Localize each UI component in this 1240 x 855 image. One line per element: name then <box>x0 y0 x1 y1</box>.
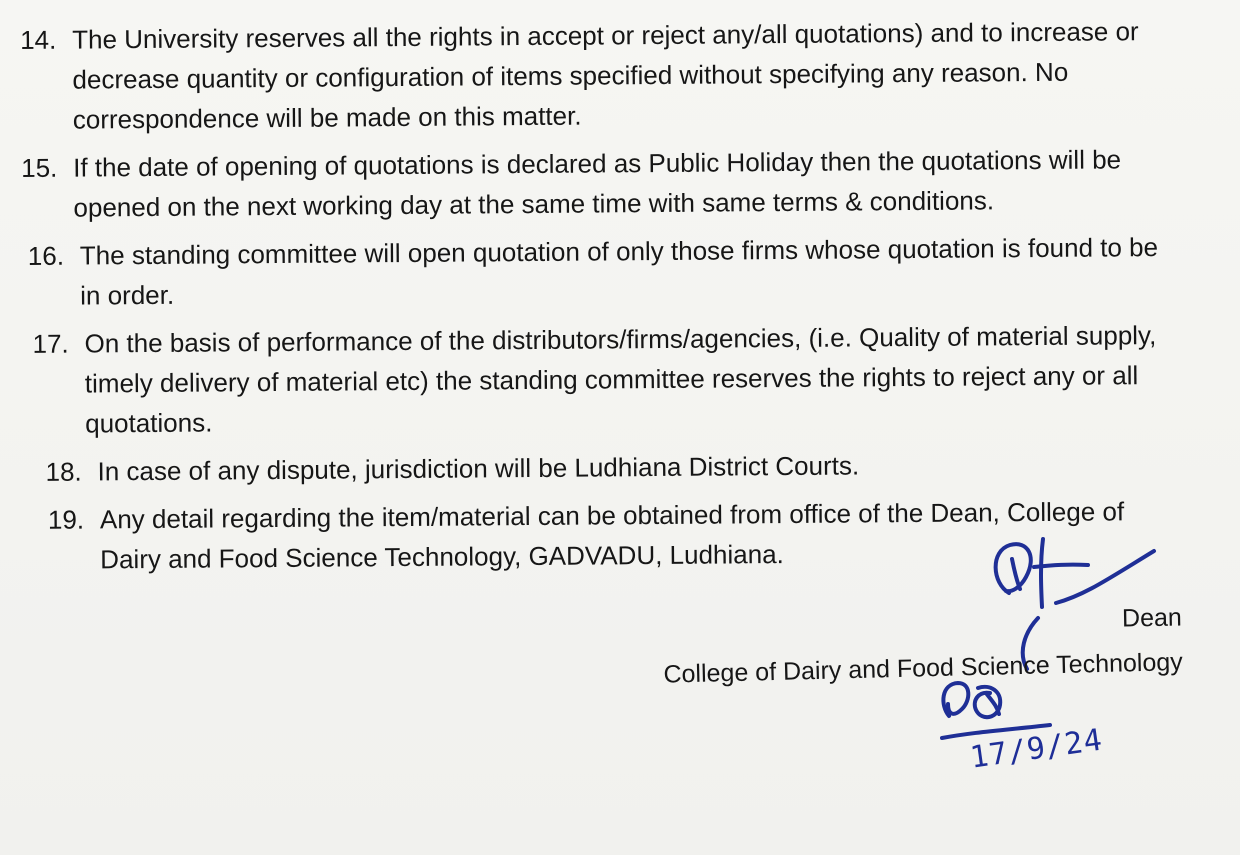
term-text: Any detail regarding the item/material can be obtained from office of the Dean, College of Dairy and Food Science Technology, GADVADU, Ludhiana. <box>99 496 1125 575</box>
term-text: On the basis of performance of the distributors/firms/agencies, (i.e. Quality of material supply, timely delivery of material etc) the standing committee reserves the rights to reject any or all quotations. <box>84 320 1157 439</box>
term-15 <box>21 139 1182 228</box>
signature-block <box>582 535 1182 815</box>
term-number: 14. <box>20 24 57 55</box>
term-14 <box>20 11 1181 140</box>
term-text: If the date of opening of quotations is declared as Public Holiday then the quotations will be opened on the next working day at the same time with same terms & conditions. <box>73 144 1122 223</box>
term-number: 16. <box>27 240 65 271</box>
term-text: The standing committee will open quotation of only those firms whose quotation is found to be in order. <box>79 232 1159 311</box>
signatory-title: Dean <box>1121 603 1183 633</box>
terms-list <box>20 11 1184 580</box>
handwritten-date: 17/9/24 <box>968 722 1106 776</box>
term-text: In case of any dispute, jurisdiction will be Ludhiana District Courts. <box>97 450 860 487</box>
term-number: 17. <box>32 328 69 359</box>
term-number: 19. <box>47 504 85 535</box>
term-17 <box>32 315 1183 444</box>
term-number: 15. <box>21 152 58 183</box>
term-18 <box>45 443 1183 492</box>
terms-section <box>20 11 1184 588</box>
term-16 <box>28 227 1183 316</box>
term-text: The University reserves all the rights in accept or reject any/all quotations) and to increase or decrease quantity or configuration of items specified without specifying any reason. No correspondence will be made on this matter. <box>72 16 1139 135</box>
signatory-college: College of Dairy and Food Science Technology <box>662 647 1183 689</box>
initials-block <box>932 675 1106 793</box>
term-number: 18. <box>45 456 82 487</box>
